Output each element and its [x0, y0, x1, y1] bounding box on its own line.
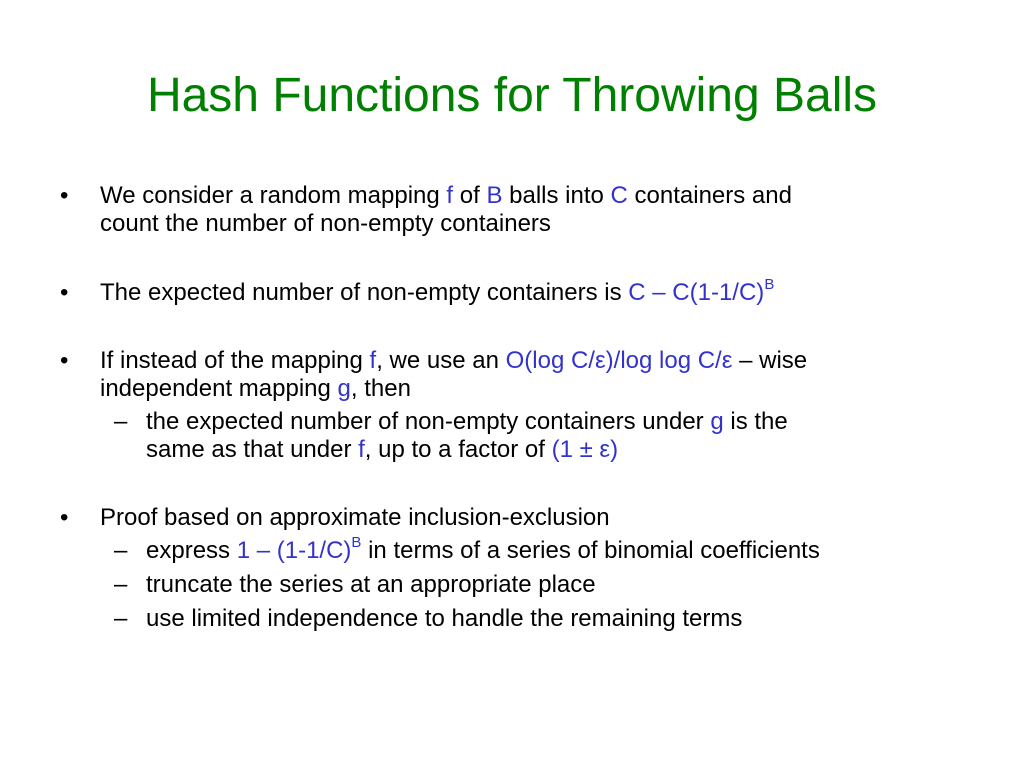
formula-base: 1 – (1-1/C): [236, 537, 352, 564]
text-segment: same as that under: [146, 436, 359, 463]
var-c: C: [610, 182, 628, 209]
text-segment: of: [453, 182, 487, 209]
sub-bullet-4-1: [146, 536, 820, 566]
text-segment: We consider a random mapping: [100, 182, 447, 209]
dash-marker: –: [114, 605, 128, 632]
text-segment: If instead of the mapping: [100, 347, 370, 374]
dash-marker: –: [114, 408, 128, 435]
bullet-1-line-1: [100, 181, 792, 211]
text-segment: in terms of a series of binomial coefficients: [361, 537, 820, 564]
var-g: g: [337, 375, 351, 402]
var-f: f: [358, 436, 365, 463]
text-segment: – wise: [732, 347, 808, 374]
bullet-marker: •: [60, 347, 69, 374]
sub-bullet-4-2: truncate the series at an appropriate place: [146, 571, 596, 598]
sub-bullet-3-1-line-1: [146, 407, 788, 437]
text-segment: The expected number of non-empty containers is: [100, 279, 629, 306]
text-segment: independent mapping: [100, 375, 338, 402]
dash-marker: –: [114, 537, 128, 564]
text-segment: is the: [723, 408, 788, 435]
var-g: g: [710, 408, 724, 435]
formula-independence: O(log C/ε)/log log C/ε: [505, 347, 733, 374]
sub-bullet-4-3: use limited independence to handle the remaining terms: [146, 605, 743, 632]
text-segment: , up to a factor of: [364, 436, 552, 463]
var-f: f: [369, 347, 377, 374]
text-segment: , then: [350, 375, 411, 402]
bullet-2-line-1: [100, 278, 774, 308]
bullet-marker: •: [60, 504, 69, 531]
formula-base: C – C(1-1/C): [628, 279, 765, 306]
bullet-1-line-2: count the number of non-empty containers: [100, 210, 551, 237]
bullet-4-line-1: Proof based on approximate inclusion-exclusion: [100, 504, 610, 531]
bullet-marker: •: [60, 182, 69, 209]
formula-factor: (1 ± ε): [551, 436, 619, 463]
var-b: B: [486, 182, 503, 209]
sub-bullet-3-1-line-2: [146, 435, 618, 465]
slide-title: Hash Functions for Throwing Balls: [146, 69, 878, 122]
text-segment: the expected number of non-empty containers under: [146, 408, 711, 435]
bullet-3-line-1: [100, 346, 807, 376]
formula-exponent: B: [351, 534, 362, 551]
text-segment: express: [146, 537, 237, 564]
text-segment: containers and: [627, 182, 792, 209]
formula-exponent: B: [764, 276, 775, 293]
formula-expected-containers: [628, 276, 775, 306]
bullet-3-line-2: [100, 374, 411, 404]
formula-binomial-base: [236, 534, 362, 564]
dash-marker: –: [114, 571, 128, 598]
var-f: f: [446, 182, 454, 209]
text-segment: balls into: [502, 182, 611, 209]
text-segment: , we use an: [376, 347, 506, 374]
bullet-marker: •: [60, 279, 69, 306]
